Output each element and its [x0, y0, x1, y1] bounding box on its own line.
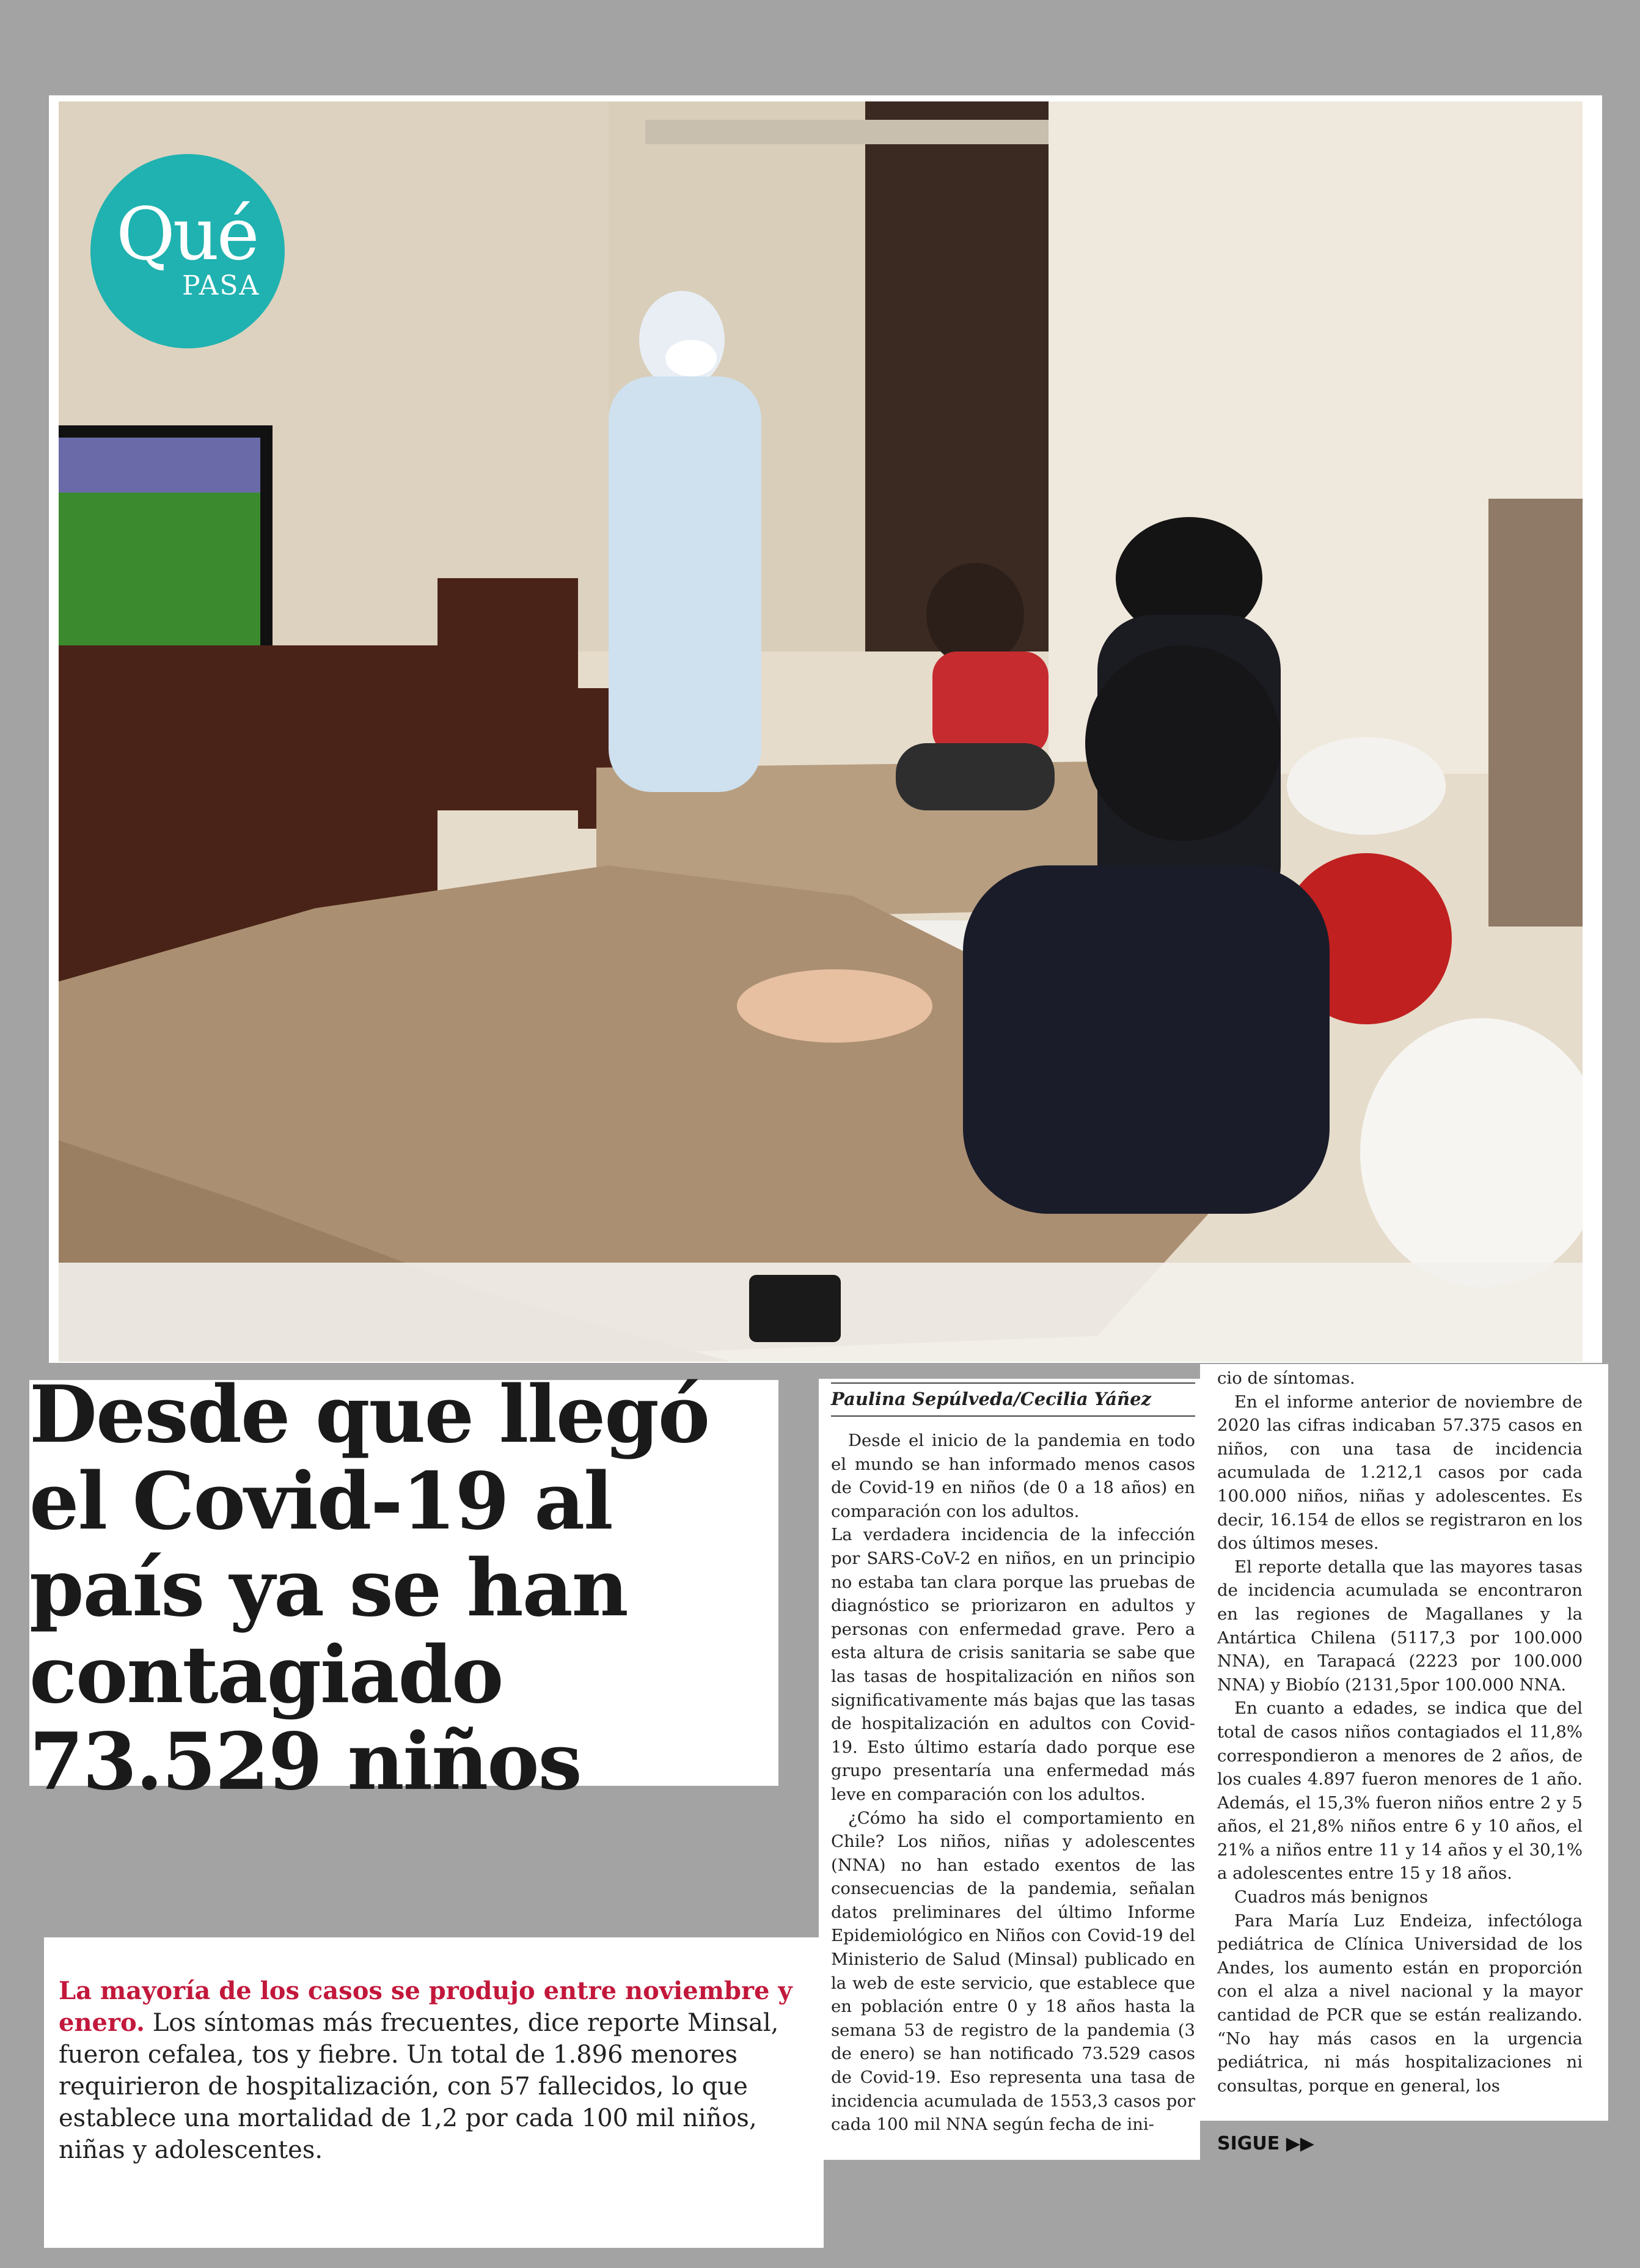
paragraph: El reporte detalla que las mayores tasas de incidencia acumulada se encontraron en las regiones de Magallanes y la Antártica Chilena (5117,3 por 100.000 NNA), en Tarapacá (2223 por 100.000 NNA) y Biobío (2131,5por 100.000 NNA. — [1217, 1557, 1583, 1695]
paragraph: ¿Cómo ha sido el comportamiento en Chile? Los niños, niñas y adolescentes (NNA) no han estado exentos de las consecuencias de la pandemia, señalan datos preliminares del último Informe Epidemiológico en Niños con Covid-19 del Ministerio de Salud (Minsal) publicado en la web de este servicio, que establece que en población entre 0 y 18 años hasta la semana 53 de registro de la pandemia (3 de enero) se han notificado 73.529 casos de Covid-19. Eso representa una tasa de incidencia acumulada de 1553,3 casos por cada 100 mil NNA según fecha de ini- — [831, 1808, 1195, 2135]
article-column-2 — [1217, 1367, 1583, 2097]
headline: Desde que llegó el Covid-19 al país ya se han contagiado 73.529 niños — [29, 1369, 709, 1808]
paragraph: La verdadera incidencia de la infección por SARS-CoV-2 en niños, en un principio no estaba tan clara porque las pruebas de diagnóstico se priorizaron en adultos y personas con enfermedad grave. Pero a esta altura de crisis sanitaria se sabe que las tasas de hospitalización en niños son significativamente más bajas que las tasas de hospitalización en adultos con Covid-19. Esto último estaría dado porque ese grupo presentaría una enfermedad más leve en comparación con los adultos. — [831, 1525, 1195, 1804]
summary — [59, 1975, 810, 2166]
byline: Paulina Sepúlveda/Cecilia Yáñez — [831, 1389, 1195, 1417]
byline-top-rule — [831, 1382, 1195, 1384]
continue-label: SIGUE ▶▶ — [1217, 2133, 1314, 2154]
photo-illustration — [59, 101, 1583, 1362]
logo-subword: PASA — [182, 270, 260, 301]
summary-lead: La mayoría de los casos se produjo entre noviembre y enero. — [59, 1976, 793, 2037]
paragraph: Desde el inicio de la pandemia en todo el mundo se han informado menos casos de Covid-19 en niños (de 0 a 18 años) en comparación con los adultos. — [831, 1431, 1195, 1521]
logo-wordmark: Qué — [116, 192, 257, 276]
paragraph: En cuanto a edades, se indica que del total de casos niños contagiados el 11,8% correspondieron a menores de 2 años, de los cuales 4.897 fueron menores de 1 año. Además, el 15,3% fueron niños entre 2 y 5 años, el 21,8% niños entre 6 y 10 años, el 21% a niños entre 11 y 14 años y el 30,1% a adolescentes entre 15 y 18 años. — [1217, 1698, 1583, 1884]
hotel-room-photo — [59, 101, 1583, 1362]
article-column-1 — [831, 1429, 1195, 2137]
summary-body: Los síntomas más frecuentes, dice reporte Minsal, fueron cefalea, tos y fiebre. Un total de 1.896 menores requirieron de hospitalización, con 57 fallecidos, lo que establece una mortalidad de 1,2 por cada 100 mil niños, niñas y adolescentes. — [59, 2009, 779, 2164]
paragraph: cio de síntomas. — [1217, 1368, 1355, 1388]
subheading: Cuadros más benignos — [1234, 1887, 1429, 1907]
paragraph: Para María Luz Endeiza, infectóloga pediátrica de Clínica Universidad de los Andes, los aumento están en proporción con el alza a nivel nacional y la mayor cantidad de PCR que se están realizando. “No hay más casos en la urgencia pediátrica, ni más hospitalizaciones ni consultas, porque en general, los — [1217, 1910, 1583, 2096]
que-pasa-logo — [90, 154, 285, 348]
paragraph: En el informe anterior de noviembre de 2020 las cifras indicaban 57.375 casos en niños, con una tasa de incidencia acumulada de 1.212,1 casos por cada 100.000 niños, niñas y adolescentes. Es decir, 16.154 de ellos se registraron en los dos últimos meses. — [1217, 1392, 1583, 1554]
